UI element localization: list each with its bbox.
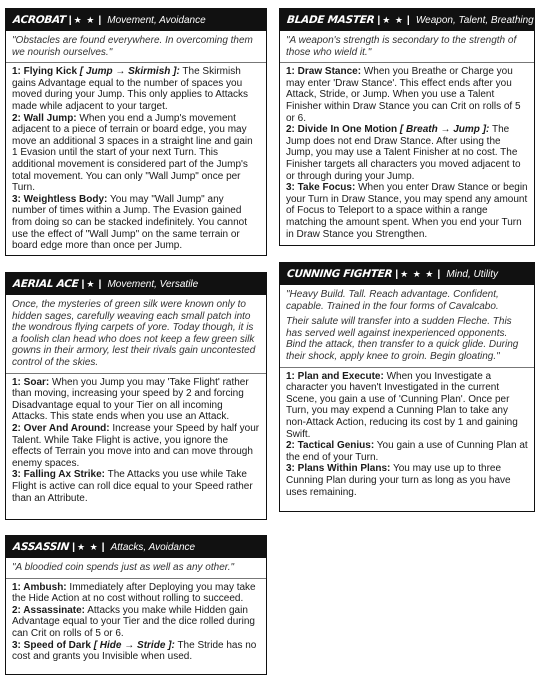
abilities	[6, 579, 266, 667]
aerial-ace-card	[5, 272, 267, 520]
ability: 2: Over And Around: Increase your Speed by half your Talent. While Take Flight is active, you ignore the effects of Terrain you move into and can move through enemy spaces.	[12, 422, 260, 469]
card-header: ACROBAT | ★ ★ | Movement, Avoidance	[6, 9, 266, 31]
ability: 3: Speed of Dark [ Hide → Stride ]: The Stride has no cost and grants you Invisible when used.	[12, 639, 257, 663]
ability: 1: Flying Kick [ Jump → Skirmish ]: The Skirmish gains Advantage equal to the number of spaces you moved during your Jump. This only applies to Attacks made while adjacent to your target.	[12, 66, 249, 112]
cunning-fighter-card	[279, 262, 535, 512]
card-name: AERIAL ACE	[12, 278, 80, 290]
rank-stars: ★	[86, 278, 96, 289]
abilities	[280, 63, 534, 244]
acrobat-card	[5, 8, 267, 256]
rank-stars: ★ ★	[73, 14, 96, 25]
assassin-card	[5, 535, 267, 675]
card-name: ACROBAT	[12, 14, 67, 26]
ability: 1: Soar: When you Jump you may 'Take Flight' rather than moving, increasing your speed by 2 and forcing Disadvantage equal to your Tier on all incoming Attacks. This state ends when you use an Attack.	[12, 376, 249, 423]
card-tags: Mind, Utility	[446, 268, 498, 280]
ability: 3: Weightless Body: You may "Wall Jump" any number of times within a Jump. The Evasion gained from doing so can be stacked indefinitely. You cannot use the effect of "Wall Jump" on the same terrain or board edge more than once per Jump.	[12, 193, 247, 252]
card-tags: Movement, Avoidance	[107, 14, 206, 26]
abilities	[6, 63, 266, 256]
card-name: ASSASSIN	[12, 541, 70, 553]
ability: 2: Divide In One Motion [ Breath → Jump ]: The Jump does not end Draw Stance. After using the Jump, you may use a Talent Finisher at no cost. The Finisher targets all characters you moved adjacent to or through during your Jump.	[286, 124, 521, 182]
ability: 3: Plans Within Plans: You may use up to three Cunning Plan during your turn as long as you have uses remaining.	[286, 463, 511, 498]
card-tags: Movement, Versatile	[107, 278, 199, 290]
card-name: BLADE MASTER	[286, 14, 375, 26]
blade-master-card	[279, 8, 535, 246]
flavor-quote: Once, the mysteries of green silk were known only to hidden sages, carefully weaving each small patch into the wondrous flying carpets of yore. Today though, it is a foolish clan head who does not keep a few green silk gowns in their armory, lest their rivals gain uncontested control of the skies.	[6, 295, 266, 374]
card-tags: Attacks, Avoidance	[110, 541, 196, 553]
ability: 3: Falling Ax Strike: The Attacks you use while Take Flight is active can roll dice equal to your Speed rather than an Attribute.	[12, 469, 253, 504]
card-header: CUNNING FIGHTER | ★ ★ ★ | Mind, Utility	[280, 263, 534, 285]
rank-stars: ★ ★	[382, 14, 404, 25]
card-tags: Weapon, Talent, Breathing	[415, 14, 534, 26]
ability: 1: Plan and Execute: When you Investigate a character you haven't Investigated in the current Scene, you gain a use of 'Cunning Plan'. Once per Turn, you may expend a Cunning Plan to take any non-Attack Action, reducing its cost by 1 and gaining Swift.	[286, 370, 518, 440]
ability: 2: Assassinate: Attacks you make while Hidden gain Advantage equal to your Tier and the dice rolled during can Crit on rolls of 5 or 6.	[12, 604, 255, 639]
flavor-quote: "Obstacles are found everywhere. In overcoming them we nourish ourselves."	[6, 31, 266, 63]
ability: 1: Draw Stance: When you Breathe or Charge you may enter 'Draw Stance'. This effect ends after you Attack, Stride, or Jump. When you use a Talent Finisher within Draw Stance you can Crit on rolls of 5 or 6.	[286, 66, 521, 124]
ability: 1: Ambush: Immediately after Deploying you may take the Hide Action at no cost without rolling to succeed.	[12, 581, 256, 605]
ability: 3: Take Focus: When you enter Draw Stance or begin your Turn in Draw Stance, you may spend any amount of Focus to Teleport to a space within a range matching the amount spent. When you end your Turn in Draw Stance you Strengthen.	[286, 182, 528, 240]
abilities	[280, 368, 534, 503]
rank-stars: ★ ★ ★	[400, 268, 435, 279]
flavor-quote: "A bloodied coin spends just as well as any other."	[6, 558, 266, 579]
ability: 2: Tactical Genius: You gain a use of Cunning Plan at the end of your Turn.	[286, 440, 528, 463]
card-header: BLADE MASTER | ★ ★ | Weapon, Talent, Breathing	[280, 9, 534, 31]
card-header: ASSASSIN | ★ ★ | Attacks, Avoidance	[6, 536, 266, 558]
rank-stars: ★ ★	[77, 541, 99, 552]
card-name: CUNNING FIGHTER	[286, 268, 393, 280]
ability: 2: Wall Jump: When you end a Jump's movement adjacent to a piece of terrain or board edge, you may move an additional 3 spaces in a straight line and gain 1 Evasion until the start of your next Turn. This additional movement is considered part of the Jump's total movement. You can only "Wall Jump" once per Turn.	[12, 112, 253, 194]
flavor-quote: "Heavy Build. Tall. Reach advantage. Confident, capable. Trained in the four forms of Cavalcabo. Their salute will transfer into a sudden Fleche. This has served well against inexperienced opponents. Bind the attack, then transfer to a quick glide. During their shock, apply knee to groin. Begin gloating."	[280, 285, 534, 368]
card-header: AERIAL ACE | ★ | Movement, Versatile	[6, 273, 266, 295]
flavor-quote: "A weapon's strength is secondary to the strength of those who wield it."	[280, 31, 534, 63]
abilities	[6, 374, 266, 509]
